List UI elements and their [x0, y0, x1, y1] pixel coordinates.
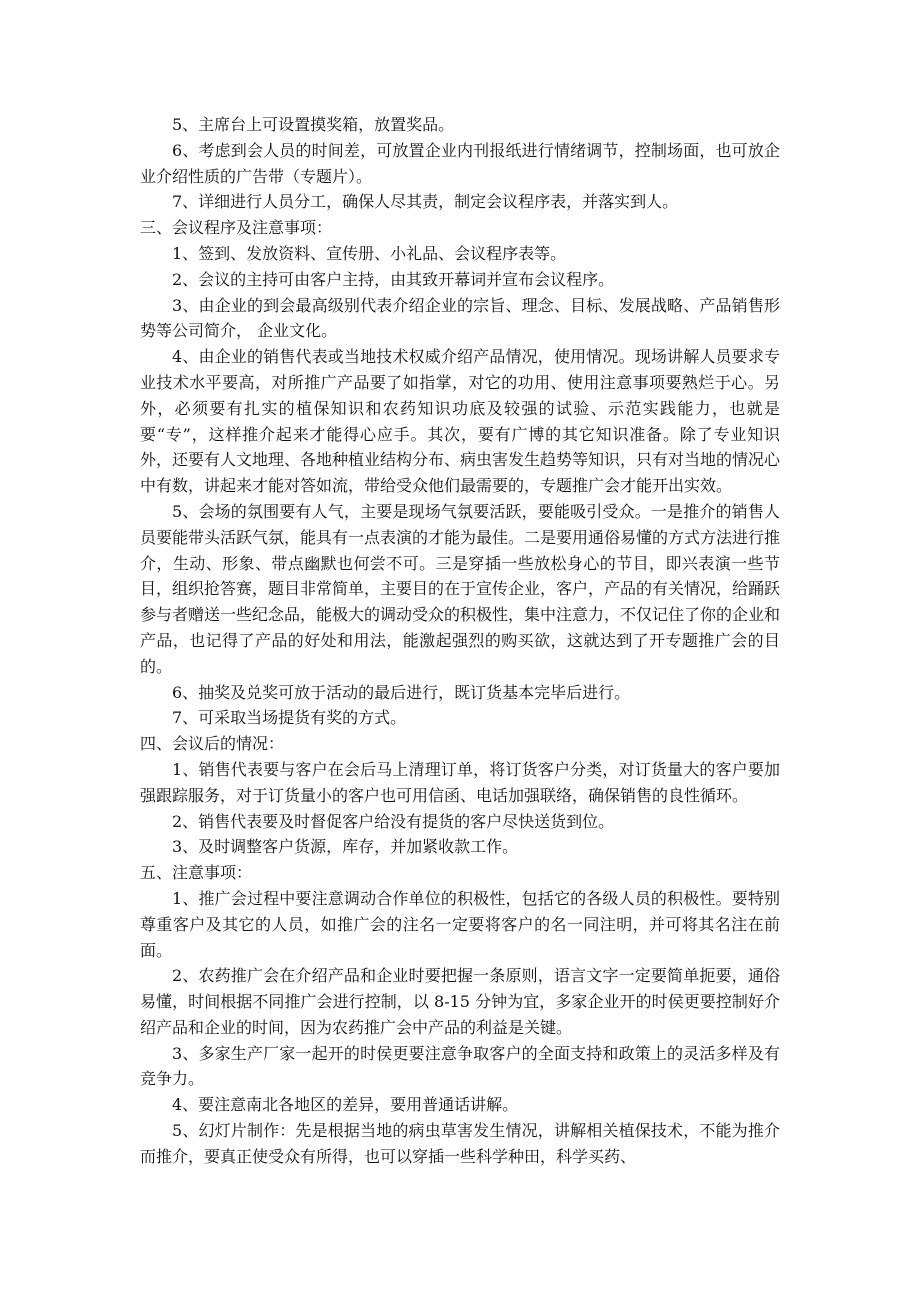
paragraph-item-6: 6、考虑到会人员的时间差，可放置企业内刊报纸进行情绪调节，控制场面，也可放企业介绍性质的广告带（专题片）。 — [140, 140, 780, 186]
paragraph-item-3-6: 6、抽奖及兑奖可放于活动的最后进行，既订货基本完毕后进行。 — [172, 682, 631, 702]
section-heading-3: 三、会议程序及注意事项： — [140, 218, 333, 238]
paragraph-item-4-3: 3、及时调整客户货源，库存，并加紧收款工作。 — [172, 837, 519, 857]
paragraph-item-3-3: 3、由企业的到会最高级别代表介绍企业的宗旨、理念、目标、发展战略、产品销售形势等公司简介， 企业文化。 — [140, 295, 780, 341]
paragraph-item-5-4: 4、要注意南北各地区的差异，要用普通话讲解。 — [172, 1095, 519, 1115]
paragraph-item-3-2: 2、会议的主持可由客户主持，由其致开幕词并宣布会议程序。 — [172, 269, 615, 289]
paragraph-item-7: 7、详细进行人员分工，确保人尽其责，制定会议程序表，并落实到人。 — [172, 192, 679, 212]
paragraph-item-3-7: 7、可采取当场提货有奖的方式。 — [172, 708, 407, 728]
paragraph-item-5-3: 3、多家生产厂家一起开的时侯更要注意争取客户的全面支持和政策上的灵活多样及有竞争力。 — [140, 1043, 780, 1089]
paragraph-item-4-1: 1、销售代表要与客户在会后马上清理订单，将订货客户分类，对订货量大的客户要加强跟踪服务，对于订货量小的客户也可用信函、电话加强联络，确保销售的良性循环。 — [140, 759, 780, 805]
section-heading-4: 四、会议后的情况： — [140, 734, 285, 754]
paragraph-item-5-2: 2、农药推广会在介绍产品和企业时要把握一条原则，语言文字一定要简单扼要，通俗易懂，时间根据不同推广会进行控制，以 8-15 分钟为宜，多家企业开的时侯更要控制好介绍产品和企业的时间，因为农药推广会中产品的利益是关键。 — [140, 966, 780, 1037]
paragraph-item-5-1: 1、推广会过程中要注意调动合作单位的积极性，包括它的各级人员的积极性。要特别尊重客户及其它的人员，如推广会的注名一定要将客户的名一同注明，并可将其名注在前面。 — [140, 888, 780, 960]
document-page — [140, 112, 780, 1170]
paragraph-item-5: 5、主席台上可设置摸奖箱，放置奖品。 — [172, 115, 455, 134]
paragraph-item-3-1: 1、签到、发放资料、宣传册、小礼品、会议程序表等。 — [172, 243, 567, 263]
paragraph-item-4-2: 2、销售代表要及时督促客户给没有提货的客户尽快送货到位。 — [172, 811, 615, 831]
paragraph-item-3-5: 5、会场的氛围要有人气，主要是现场气氛要活跃，要能吸引受众。一是推介的销售人员要能带头活跃气氛，能具有一点表演的才能为最佳。二是要用通俗易懂的方式方法进行推介，生动、形象、带点幽默也何尝不可。三是穿插一些放松身心的节目，即兴表演一些节目，组织抢答赛，题目非常简单，主要目的在于宣传企业，客户，产品的有关情况，给踊跃参与者赠送一些纪念品，能极大的调动受众的积极性，集中注意力，不仅记住了你的企业和产品，也记得了产品的好处和用法，能激起强烈的购买欲，这就达到了开专题推广会的目的。 — [140, 501, 781, 676]
paragraph-item-3-4: 4、由企业的销售代表或当地技术权威介绍产品情况，使用情况。现场讲解人员要求专业技术水平要高，对所推广产品要了如指掌，对它的功用、使用注意事项要熟烂于心。另外，必须要有扎实的植保知识和农药知识功底及较强的试验、示范实践能力，也就是要“专”，这样推介起来才能得心应手。其次，要有广博的其它知识准备。除了专业知识外，还要有人文地理、各地种植业结构分布、病虫害发生趋势等知识，只有对当地的情况心中有数，讲起来才能对答如流，带给受众他们最需要的，专题推广会才能开出实效。 — [140, 347, 781, 496]
section-heading-5: 五、注意事项： — [140, 863, 253, 883]
paragraph-item-5-5: 5、幻灯片制作：先是根据当地的病虫草害发生情况，讲解相关植保技术，不能为推介而推介，要真正使受众有所得，也可以穿插一些科学种田，科学买药、 — [140, 1121, 780, 1166]
